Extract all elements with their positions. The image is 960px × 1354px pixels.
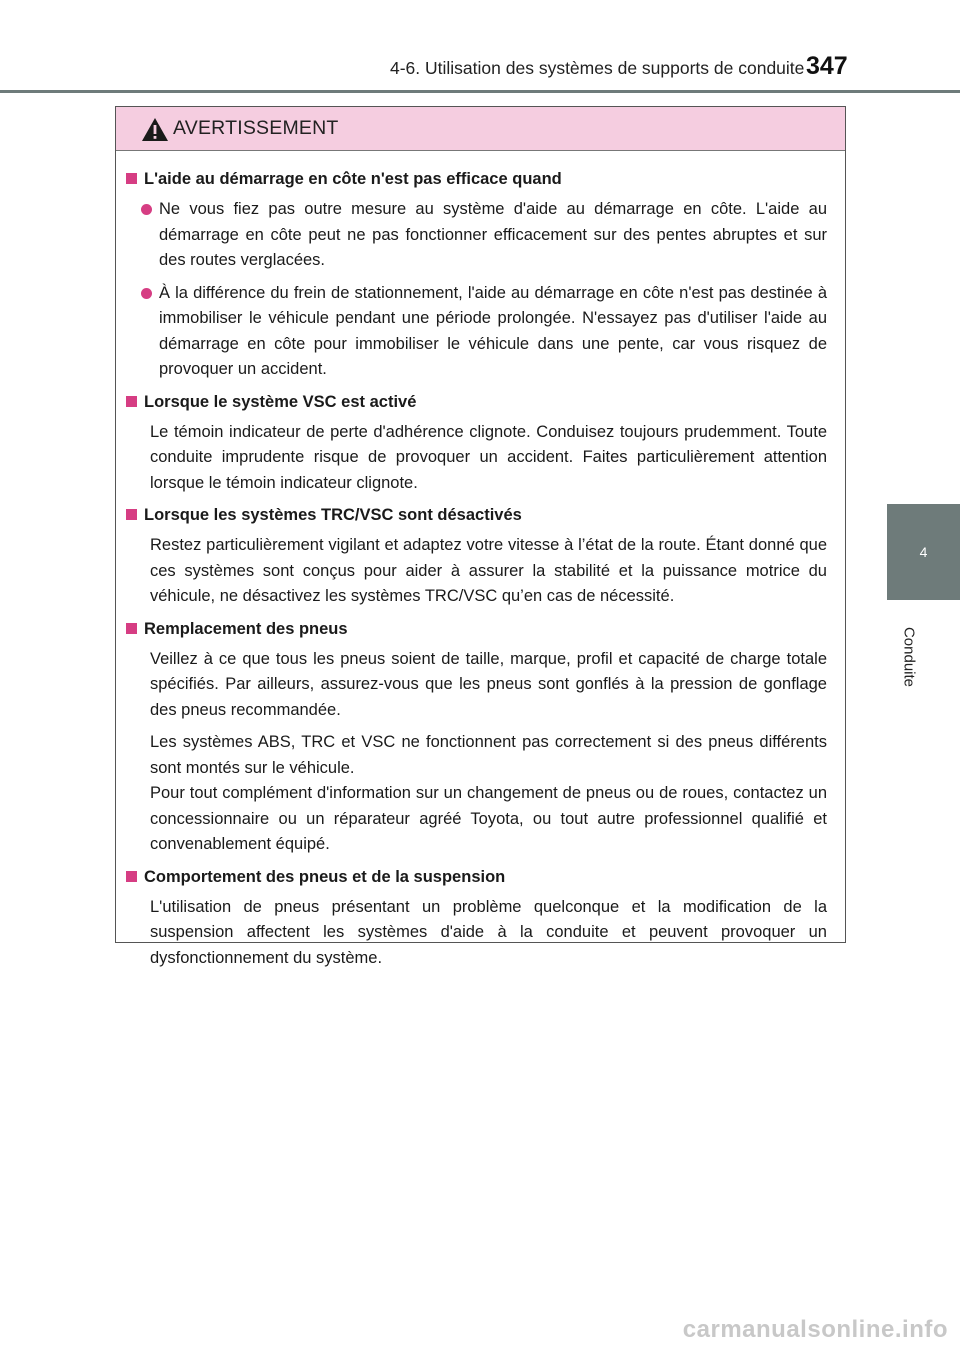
bullet-item (124, 197, 827, 274)
paragraph: Restez particulièrement vigilant et adaptez votre vitesse à l’état de la route. Étant donné que ces systèmes sont conçus pour aider à assurer la stabilité et la puissance motrice du véhicule, ne désactivez les systèmes TRC/VSC qu’en cas de nécessité. (150, 536, 827, 605)
paragraph: Le témoin indicateur de perte d'adhérence clignote. Conduisez toujours prudemment. Toute conduite imprudente risque de provoquer un accident. Faites particulièrement attention lorsque le témoin indicateur clignote. (150, 422, 827, 492)
section-heading (124, 390, 827, 414)
paragraph: L'utilisation de pneus présentant un problème quelconque et la modification de la suspension affectent les systèmes d'aide à la conduite et peuvent provoquer un dysfonctionnement du système. (150, 897, 827, 967)
section-heading-text: Remplacement des pneus (144, 619, 348, 638)
paragraph: Pour tout complément d'information sur un changement de pneus ou de roues, contactez un concessionnaire ou un réparateur agréé Toyota, ou tout autre professionnel qualifié et convenablement équipé. (150, 784, 827, 853)
warning-header (116, 107, 845, 151)
chapter-side-tab[interactable] (887, 504, 960, 600)
paragraph: Veillez à ce que tous les pneus soient de taille, marque, profil et capacité de charge totale spécifiés. Par ailleurs, assurez-vous que les pneus sont gonflés à la pression de gonflage des pneus recommandée. (150, 649, 827, 719)
warning-triangle-icon (141, 117, 169, 142)
watermark: carmanualsonline.info (682, 1316, 948, 1343)
warning-body (116, 151, 845, 971)
square-bullet-icon (126, 623, 137, 634)
section-heading (124, 167, 827, 191)
chapter-number: 4 (919, 544, 928, 560)
section-heading-text: Lorsque le système VSC est activé (144, 392, 417, 411)
header-divider (0, 90, 960, 93)
page-number: 347 (806, 52, 848, 80)
warning-title: AVERTISSEMENT (173, 117, 339, 139)
section-heading-text: L'aide au démarrage en côte n'est pas efficace quand (144, 170, 562, 188)
bullet-text: À la différence du frein de stationnement, l'aide au démarrage en côte n'est pas destinée à immobiliser le véhicule pendant une période prolongée. N'essayez pas d'utiliser l'aide au démarrage en côte pour immobiliser le véhicule dans une pente, car vous risquez de provoquer un accident. (159, 283, 827, 378)
section-heading (124, 503, 827, 527)
section-heading (124, 865, 827, 889)
section-heading (124, 617, 827, 641)
square-bullet-icon (126, 871, 137, 882)
paragraph: Les systèmes ABS, TRC et VSC ne fonctionnent pas correctement si des pneus différents sont montés sur le véhicule. (150, 733, 827, 777)
bullet-text: Ne vous fiez pas outre mesure au système d'aide au démarrage en côte. L'aide au démarrage en côte peut ne pas fonctionner efficacement sur des pentes abruptes et sur des routes verglacées. (159, 200, 827, 269)
square-bullet-icon (126, 509, 137, 520)
section-heading-text: Lorsque les systèmes TRC/VSC sont désactivés (144, 506, 522, 524)
section-heading-text: Comportement des pneus et de la suspension (144, 867, 506, 886)
dot-bullet-icon (141, 288, 152, 299)
bullet-item (124, 281, 827, 383)
warning-box (115, 106, 846, 967)
chapter-label-text: Conduite (900, 626, 918, 688)
dot-bullet-icon (141, 204, 152, 215)
square-bullet-icon (126, 173, 137, 184)
chapter-title: 4-6. Utilisation des systèmes de supports de conduite (390, 58, 805, 78)
square-bullet-icon (126, 396, 137, 407)
chapter-side-label (897, 612, 921, 702)
